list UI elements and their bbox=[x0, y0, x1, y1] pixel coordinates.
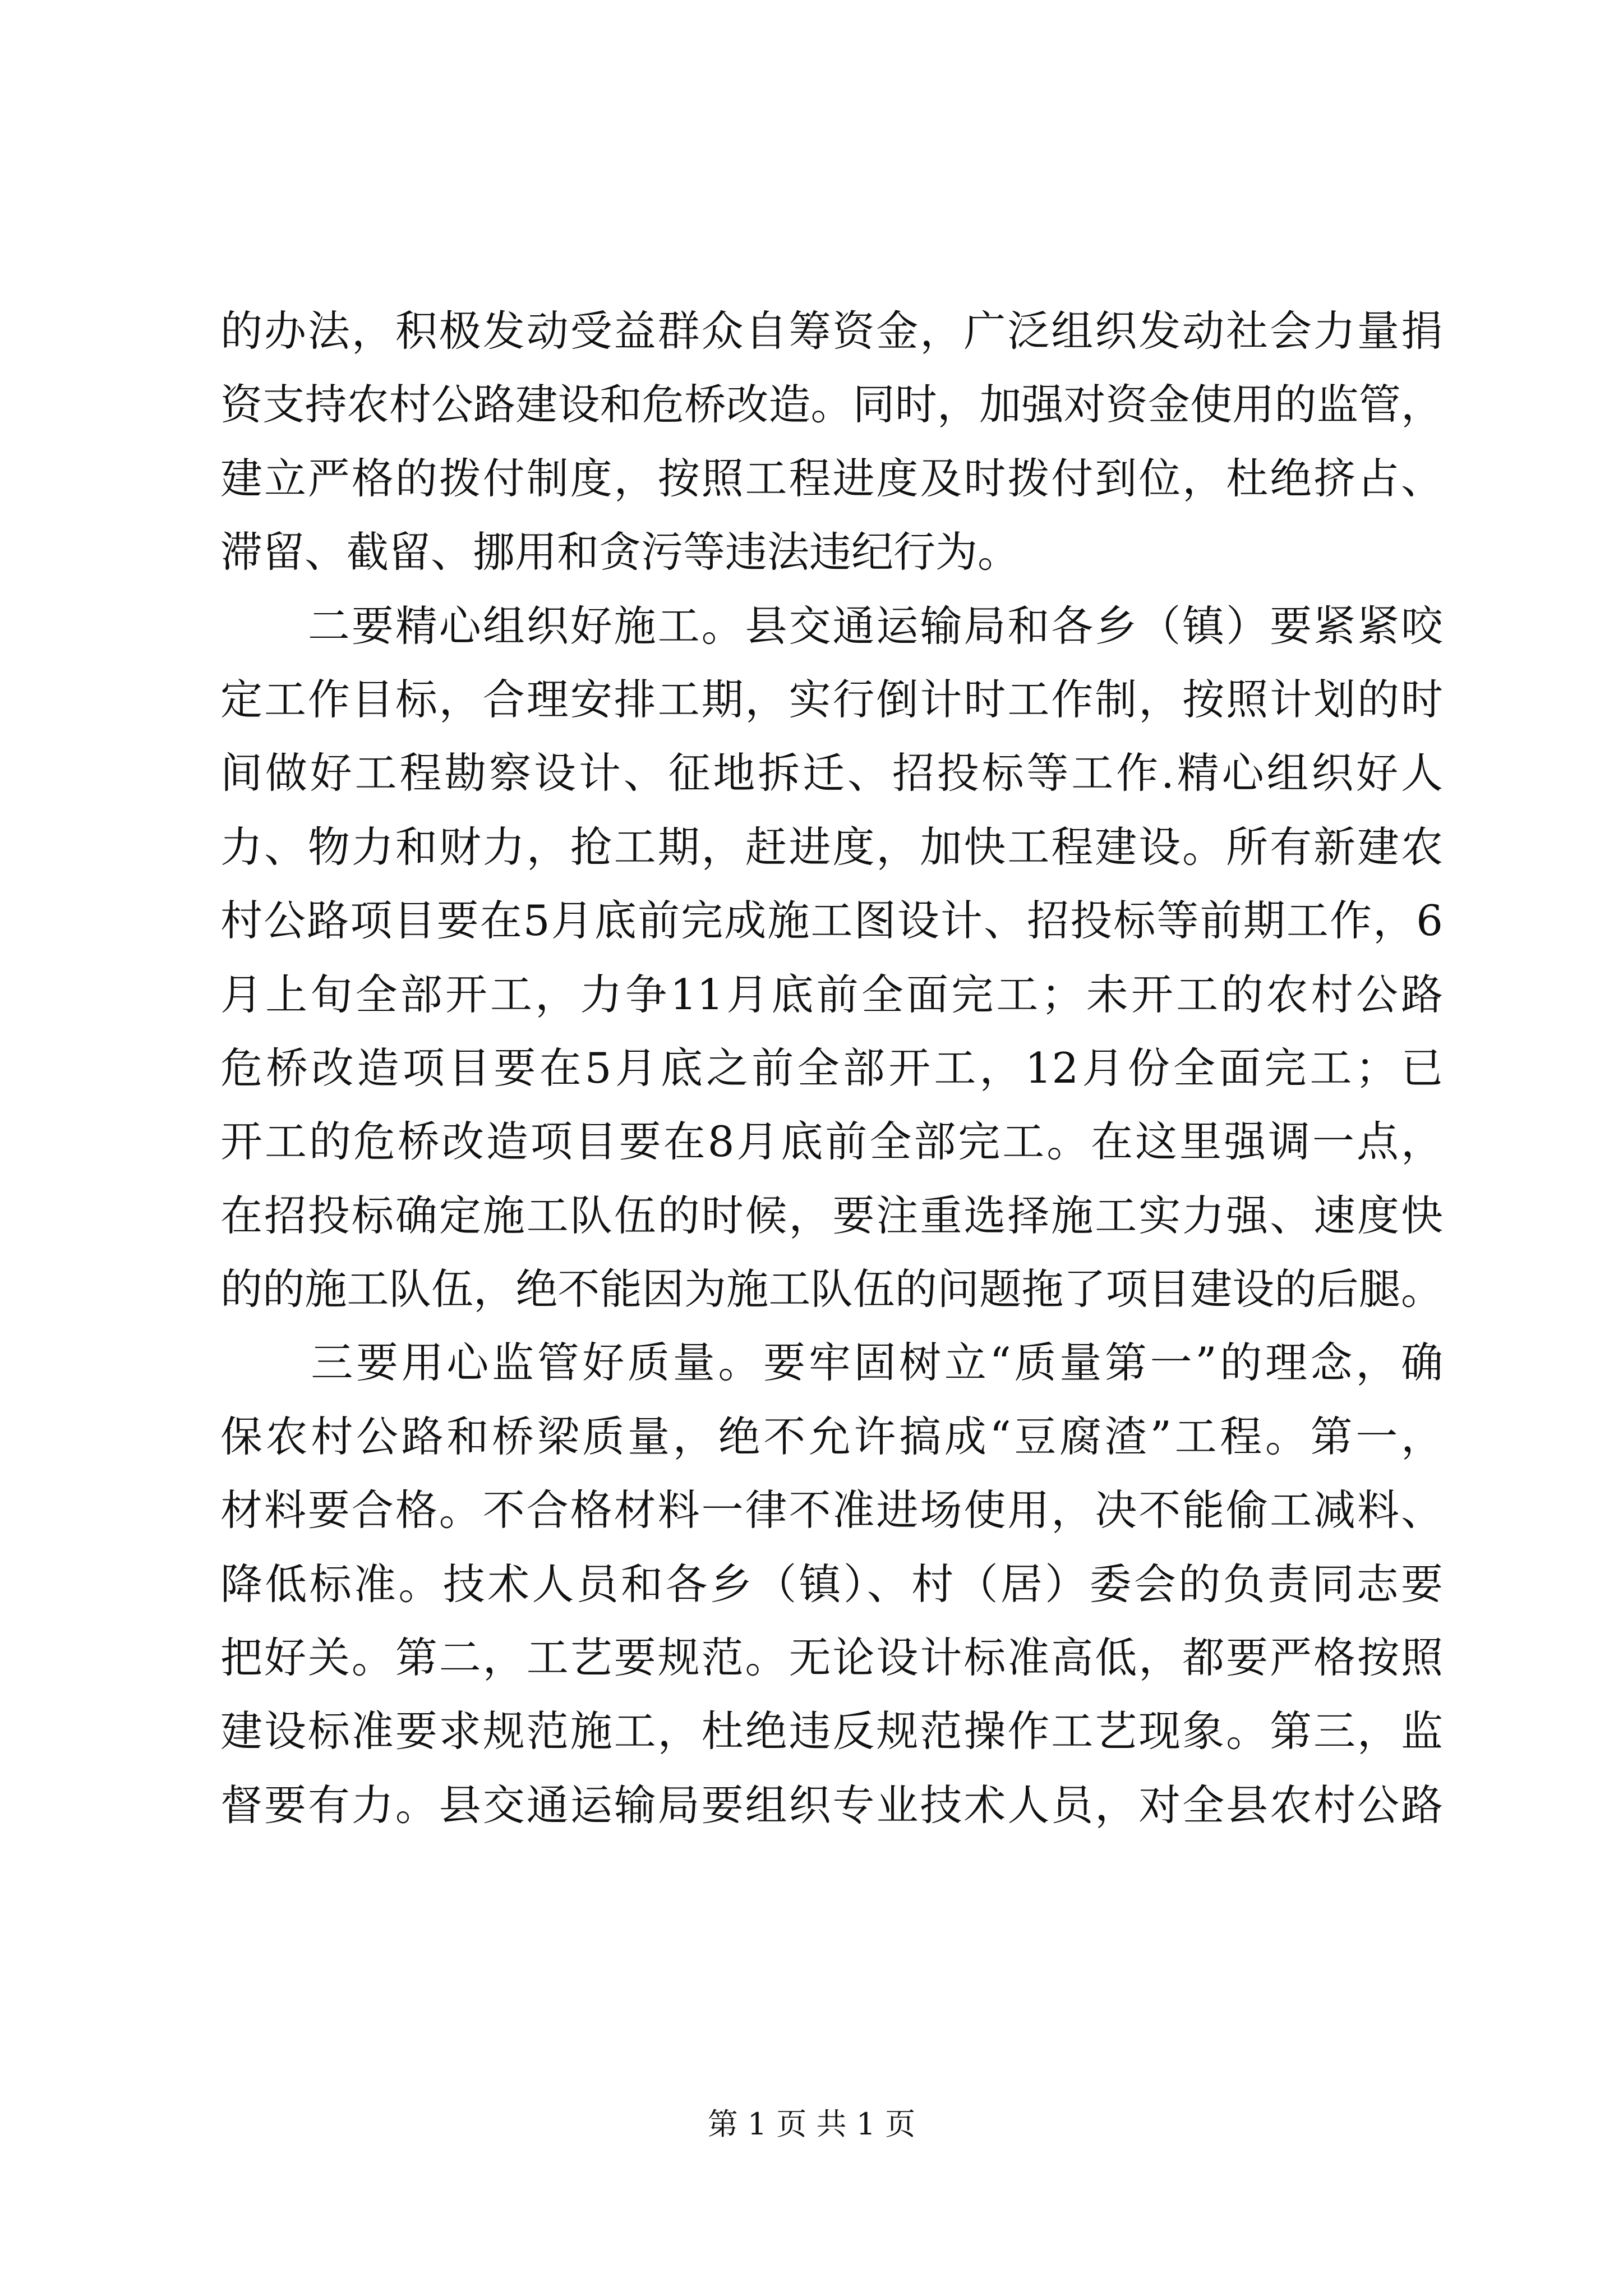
text-line-4: 滞留、截留、挪用和贪污等违法违纪行为。 bbox=[220, 527, 1020, 577]
text-line-3: 建立严格的拨付制度，按照工程进度及时拨付到位，杜绝挤占、 bbox=[220, 453, 1443, 503]
text-line-18: 降低标准。技术人员和各乡（镇）、村（居）委会的负责同志要 bbox=[220, 1559, 1443, 1609]
text-line-10: 月上旬全部开工，力争11月底前全面完工；未开工的农村公路 bbox=[220, 969, 1443, 1019]
text-line-17: 材料要合格。不合格材料一律不准进场使用，决不能偷工减料、 bbox=[220, 1485, 1443, 1535]
text-line-15: 三要用心监管好质量。要牢固树立“质量第一”的理念，确 bbox=[220, 1338, 1443, 1388]
text-line-7: 间做好工程勘察设计、征地拆迁、招投标等工作.精心组织好人 bbox=[220, 748, 1443, 798]
text-line-9: 村公路项目要在5月底前完成施工图设计、招投标等前期工作，6 bbox=[220, 896, 1443, 946]
text-line-21: 督要有力。县交通运输局要组织专业技术人员，对全县农村公路 bbox=[220, 1780, 1443, 1830]
text-line-14: 的的施工队伍，绝不能因为施工队伍的问题拖了项目建设的后腿。 bbox=[220, 1264, 1443, 1314]
text-line-5: 二要精心组织好施工。县交通运输局和各乡（镇）要紧紧咬 bbox=[220, 601, 1443, 651]
text-line-20: 建设标准要求规范施工，杜绝违反规范操作工艺现象。第三，监 bbox=[220, 1706, 1443, 1756]
text-line-2: 资支持农村公路建设和危桥改造。同时，加强对资金使用的监管， bbox=[220, 380, 1443, 430]
document-body bbox=[220, 295, 1443, 1842]
text-line-19: 把好关。第二，工艺要规范。无论设计标准高低，都要严格按照 bbox=[220, 1633, 1443, 1683]
text-line-6: 定工作目标，合理安排工期，实行倒计时工作制，按照计划的时 bbox=[220, 674, 1443, 724]
text-line-16: 保农村公路和桥梁质量，绝不允许搞成“豆腐渣”工程。第一， bbox=[220, 1411, 1443, 1461]
text-line-12: 开工的危桥改造项目要在8月底前全部完工。在这里强调一点， bbox=[220, 1117, 1443, 1167]
text-line-11: 危桥改造项目要在5月底之前全部开工，12月份全面完工；已 bbox=[220, 1043, 1443, 1093]
text-line-13: 在招投标确定施工队伍的时候，要注重选择施工实力强、速度快 bbox=[220, 1190, 1443, 1240]
page-number-footer: 第 1 页 共 1 页 bbox=[707, 2106, 916, 2142]
text-line-8: 力、物力和财力，抢工期，赶进度，加快工程建设。所有新建农 bbox=[220, 822, 1443, 872]
text-line-1: 的办法，积极发动受益群众自筹资金，广泛组织发动社会力量捐 bbox=[220, 306, 1443, 356]
